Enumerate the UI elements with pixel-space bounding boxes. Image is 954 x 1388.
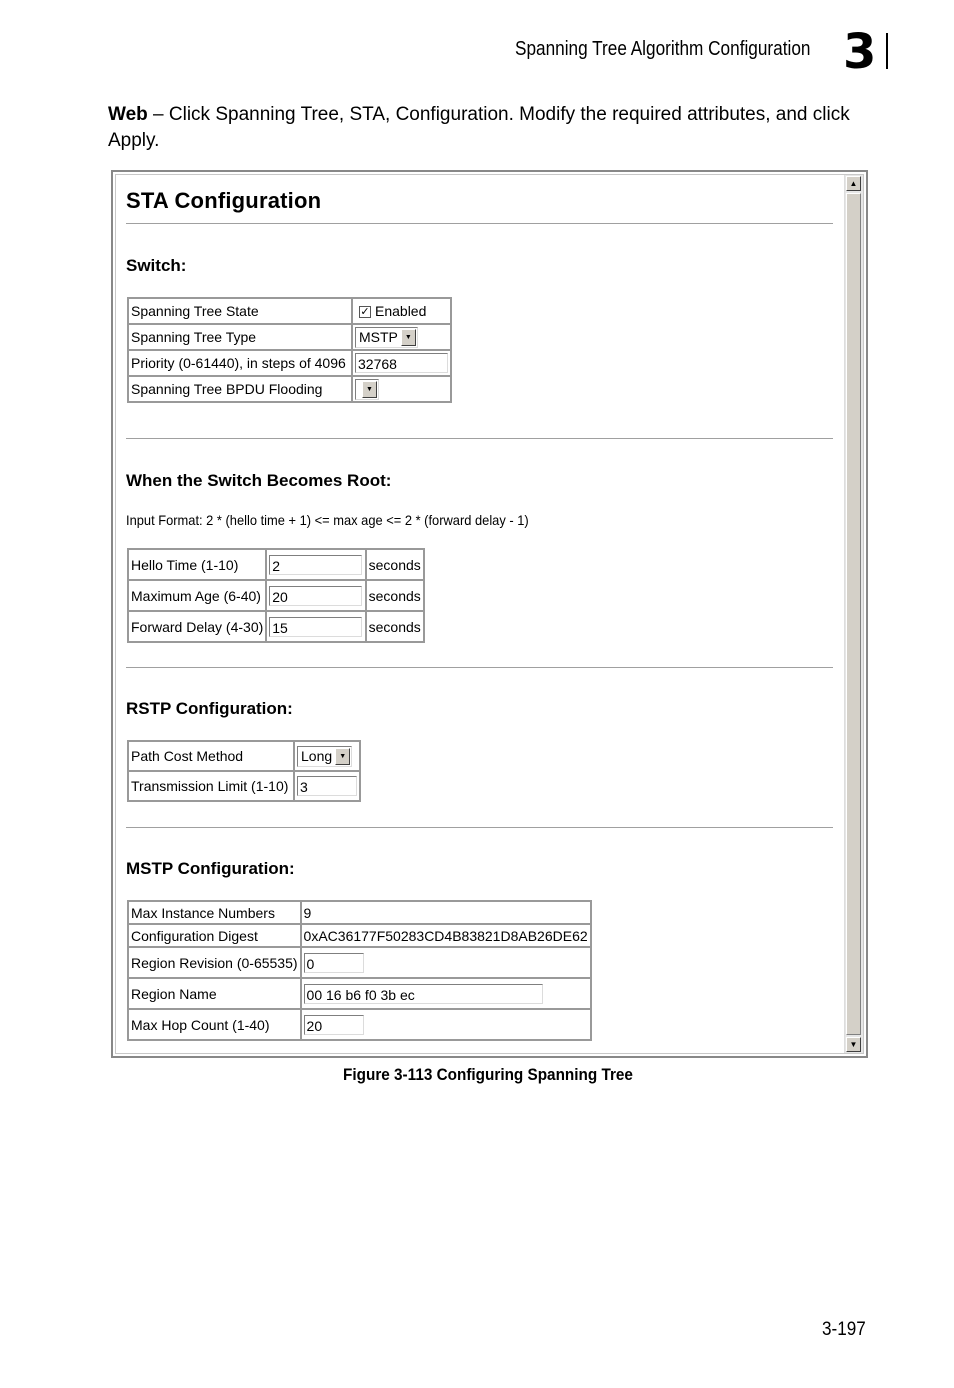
page-number: 3-197 bbox=[822, 1319, 866, 1340]
max-instance-value: 9 bbox=[301, 901, 591, 924]
row-label: Spanning Tree Type bbox=[128, 324, 352, 350]
value-cell bbox=[301, 1009, 591, 1040]
chapter-divider bbox=[886, 33, 888, 69]
value-cell bbox=[294, 741, 360, 771]
hello-time-input[interactable]: 2 bbox=[269, 555, 362, 575]
running-header: Spanning Tree Algorithm Configuration bbox=[515, 38, 811, 60]
max-age-input[interactable]: 20 bbox=[269, 586, 362, 606]
root-table bbox=[127, 548, 425, 643]
mstp-table bbox=[127, 900, 592, 1041]
bpdu-cell bbox=[352, 376, 451, 402]
table-row bbox=[128, 741, 360, 771]
enabled-checkbox[interactable]: ✓ bbox=[360, 306, 370, 319]
divider bbox=[126, 827, 833, 829]
table-row bbox=[128, 1009, 591, 1040]
priority-input[interactable]: 32768 bbox=[355, 353, 448, 373]
divider bbox=[126, 438, 833, 440]
unit-label: seconds bbox=[366, 611, 424, 642]
table-row bbox=[128, 947, 591, 978]
row-label: Path Cost Method bbox=[128, 741, 294, 771]
priority-cell bbox=[352, 350, 451, 376]
row-label: Region Name bbox=[128, 978, 301, 1009]
max-hop-count-input[interactable]: 20 bbox=[304, 1015, 364, 1035]
table-row bbox=[128, 549, 424, 580]
chevron-down-icon: ▼ bbox=[401, 329, 416, 346]
value-cell bbox=[301, 978, 591, 1009]
row-label: Region Revision (0-65535) bbox=[128, 947, 301, 978]
row-label: Max Hop Count (1-40) bbox=[128, 1009, 301, 1040]
table-row bbox=[128, 350, 451, 376]
row-label: Configuration Digest bbox=[128, 924, 301, 947]
divider bbox=[126, 667, 833, 669]
row-label: Spanning Tree State bbox=[128, 298, 352, 324]
path-cost-method-select[interactable]: Long ▼ bbox=[297, 746, 352, 767]
table-row bbox=[128, 978, 591, 1009]
table-row bbox=[128, 324, 451, 350]
forward-delay-input[interactable]: 15 bbox=[269, 617, 362, 637]
row-label: Maximum Age (6-40) bbox=[128, 580, 266, 611]
value-cell bbox=[294, 771, 360, 801]
figure-caption: Figure 3-113 Configuring Spanning Tree bbox=[343, 1065, 633, 1084]
table-row bbox=[128, 376, 451, 402]
vertical-scrollbar[interactable] bbox=[844, 175, 863, 1053]
table-row bbox=[128, 924, 591, 947]
chevron-down-icon: ▼ bbox=[362, 381, 377, 398]
intro-bold: Web bbox=[108, 104, 148, 125]
divider bbox=[126, 223, 833, 225]
row-label: Spanning Tree BPDU Flooding bbox=[128, 376, 352, 402]
switch-heading: Switch: bbox=[126, 256, 187, 275]
table-row bbox=[128, 771, 360, 801]
type-cell bbox=[352, 324, 451, 350]
state-cell bbox=[352, 298, 451, 324]
root-heading: When the Switch Becomes Root: bbox=[126, 471, 392, 490]
input-format-note: Input Format: 2 * (hello time + 1) <= max age <= 2 * (forward delay - 1) bbox=[126, 512, 529, 528]
table-row bbox=[128, 580, 424, 611]
row-label: Forward Delay (4-30) bbox=[128, 611, 266, 642]
value-cell bbox=[266, 549, 365, 580]
chapter-number: 3 bbox=[843, 24, 877, 80]
unit-label: seconds bbox=[366, 580, 424, 611]
switch-table bbox=[127, 297, 452, 403]
scroll-up-icon[interactable]: ▲ bbox=[846, 176, 861, 191]
table-row bbox=[128, 901, 591, 924]
rstp-table bbox=[127, 740, 361, 802]
row-label: Priority (0-61440), in steps of 4096 bbox=[128, 350, 352, 376]
region-revision-input[interactable]: 0 bbox=[304, 953, 364, 973]
bpdu-flooding-select[interactable] bbox=[355, 379, 379, 400]
table-row bbox=[128, 611, 424, 642]
chevron-down-icon: ▼ bbox=[335, 748, 350, 765]
row-label: Transmission Limit (1-10) bbox=[128, 771, 294, 801]
config-digest-value: 0xAC36177F50283CD4B83821D8AB26DE62 bbox=[301, 924, 591, 947]
unit-label: seconds bbox=[366, 549, 424, 580]
mstp-heading: MSTP Configuration: bbox=[126, 859, 295, 878]
intro-text: – Click Spanning Tree, STA, Configuration. Modify the required attributes, and click Apply. bbox=[108, 104, 850, 151]
row-label: Max Instance Numbers bbox=[128, 901, 301, 924]
value-cell bbox=[301, 947, 591, 978]
value-cell bbox=[266, 611, 365, 642]
rstp-heading: RSTP Configuration: bbox=[126, 699, 293, 718]
region-name-input[interactable]: 00 16 b6 f0 3b ec bbox=[304, 984, 543, 1004]
scroll-down-icon[interactable]: ▼ bbox=[846, 1037, 861, 1052]
row-label: Hello Time (1-10) bbox=[128, 549, 266, 580]
transmission-limit-input[interactable]: 3 bbox=[297, 776, 357, 796]
table-row bbox=[128, 298, 451, 324]
panel-title: STA Configuration bbox=[126, 188, 322, 213]
value-cell bbox=[266, 580, 365, 611]
spanning-tree-type-select[interactable]: MSTP ▼ bbox=[355, 327, 418, 348]
checkbox-label: Enabled bbox=[375, 303, 427, 319]
scroll-thumb[interactable] bbox=[846, 193, 861, 1035]
intro-paragraph bbox=[108, 102, 868, 154]
